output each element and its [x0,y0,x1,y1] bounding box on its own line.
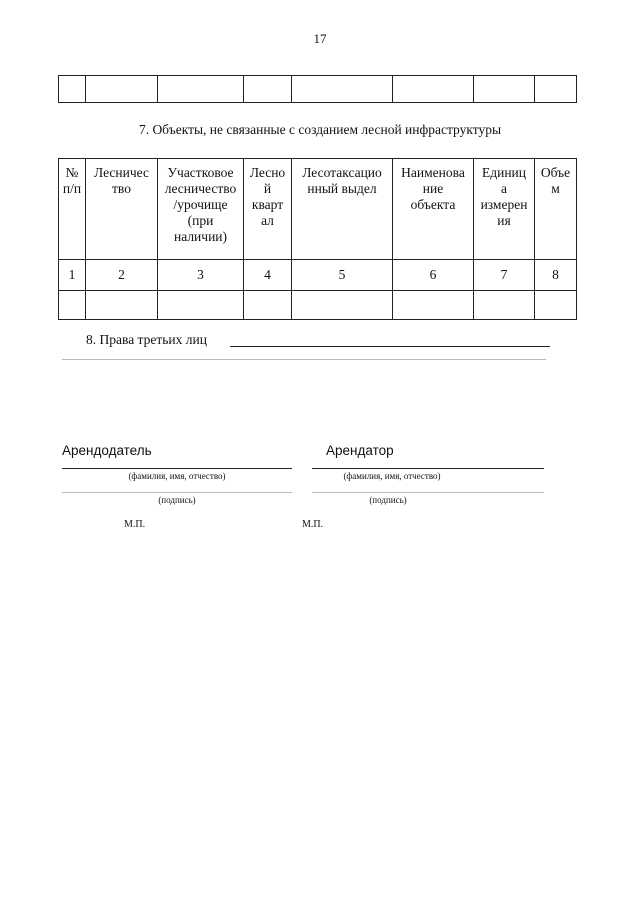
header-line: ние [422,181,444,196]
table-cell [474,76,535,103]
header-object-name [393,159,474,260]
section-8-label: 8. Права третьих лиц [86,332,207,347]
column-number: 3 [158,260,244,291]
header-unit [474,159,535,260]
header-line: (при [187,213,214,228]
header-line: Лесничес [94,165,149,180]
header-forestry [86,159,158,260]
table-cell [393,291,474,320]
table-row [59,76,577,103]
lessor-signature-caption: (подпись) [158,495,196,505]
third-party-rights-field[interactable] [230,346,550,347]
header-line: Наименова [401,165,465,180]
header-district-forestry [158,159,244,260]
third-party-rights-field-continuation[interactable] [62,359,546,360]
header-line: тво [112,181,131,196]
column-numbers-row [59,260,577,291]
column-number: 1 [59,260,86,291]
header-line: наличии) [173,229,228,244]
table-cell [244,291,292,320]
header-line: лесничество [164,181,237,196]
column-number: 2 [86,260,158,291]
header-line: Лесотаксацио [302,165,382,180]
column-number: 6 [393,260,474,291]
header-line: м [551,181,560,196]
header-line: Участковое [167,165,234,180]
header-line: /урочище [173,197,228,212]
table-row [59,291,577,320]
header-line: объекта [410,197,456,212]
header-line: Объе [540,165,571,180]
table-cell [59,76,86,103]
lessee-signature-caption: (подпись) [369,495,407,505]
header-forest-block [244,159,292,260]
column-number: 4 [244,260,292,291]
header-line: Лесно [249,165,286,180]
column-number: 7 [474,260,535,291]
header-line: измерен [480,197,528,212]
table-cell [158,291,244,320]
lessee-stamp-label: М.П. [302,519,324,530]
lessor-stamp-label: М.П. [124,519,146,530]
previous-table-continuation [58,75,577,103]
table-cell [535,291,577,320]
table-cell [474,291,535,320]
lessor-name-caption: (фамилия, имя, отчество) [128,471,226,481]
lessee-name-caption: (фамилия, имя, отчество) [343,471,441,481]
column-number: 8 [535,260,577,291]
column-number: 5 [292,260,393,291]
header-line: ия [497,213,511,228]
header-line: п/п [62,181,82,196]
table-cell [59,291,86,320]
non-infrastructure-objects-table [58,158,577,320]
lessee-title: Арендатор [326,443,394,458]
lessee-name-line[interactable] [312,468,544,469]
table-cell [158,76,244,103]
table-cell [535,76,577,103]
lessor-title: Арендодатель [62,443,152,458]
header-line: а [501,181,507,196]
header-line: ал [261,213,274,228]
header-volume [535,159,577,260]
table-cell [292,291,393,320]
section-7-title: 7. Объекты, не связанные с созданием лесной инфраструктуры [138,122,502,137]
table-cell [244,76,292,103]
table-header-row [59,159,577,260]
table-cell [292,76,393,103]
table-cell [393,76,474,103]
header-line: кварт [251,197,284,212]
table-cell [86,76,158,103]
table-cell [86,291,158,320]
header-line: нный выдел [307,181,377,196]
lessor-signature-line[interactable] [62,492,292,493]
header-line: Единиц [481,165,526,180]
header-line: № [65,165,79,180]
page-number: 17 [313,31,327,46]
lessor-name-line[interactable] [62,468,292,469]
header-number [59,159,86,260]
lessee-signature-line[interactable] [312,492,544,493]
header-line: й [263,181,272,196]
header-forest-section [292,159,393,260]
